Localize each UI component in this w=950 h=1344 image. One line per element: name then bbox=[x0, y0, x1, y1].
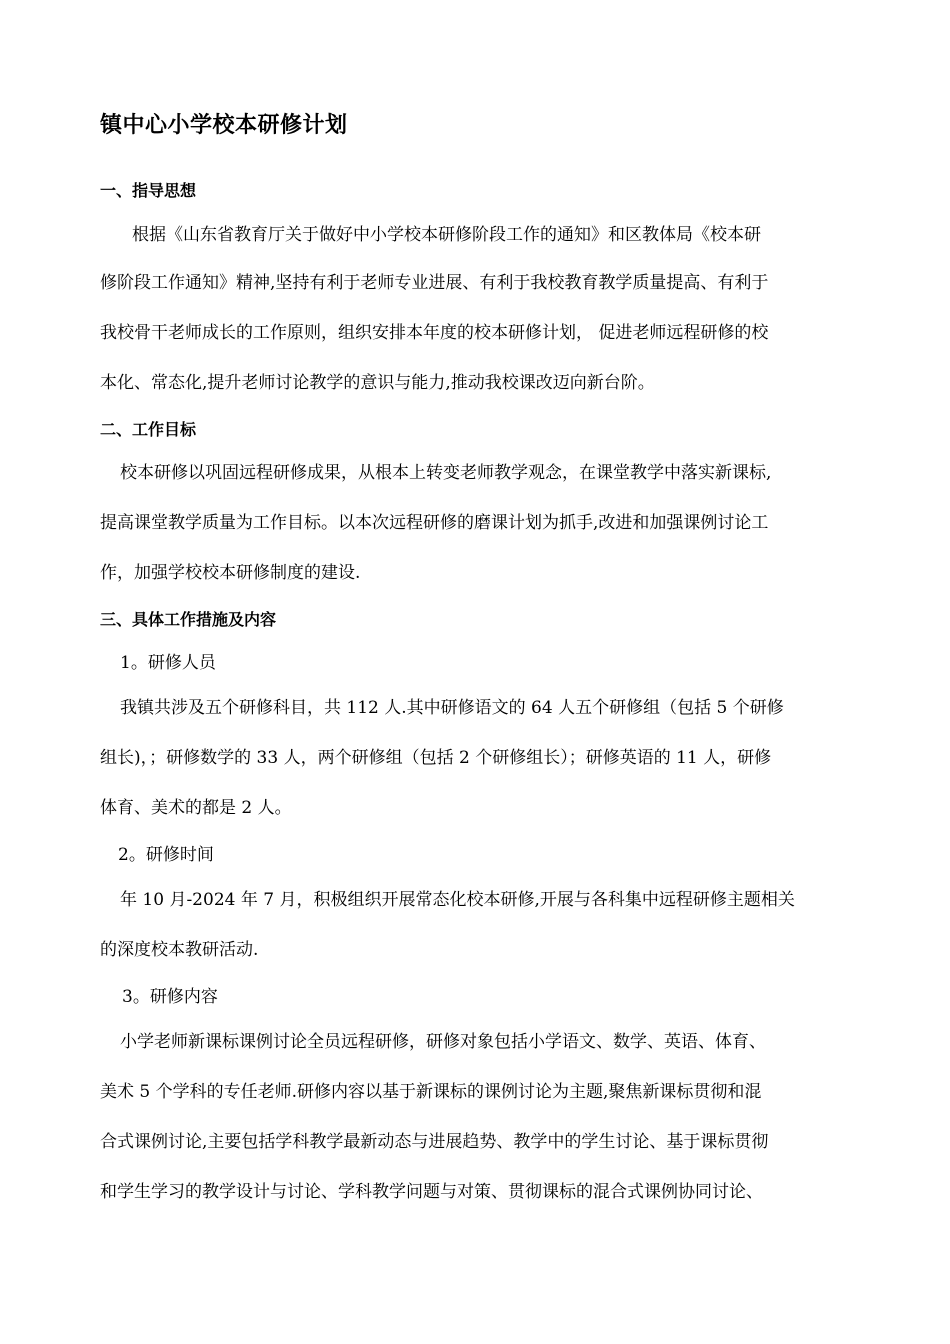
document-title: 镇中心小学校本研修计划 bbox=[100, 113, 348, 138]
paragraph-line: 本化、常态化,提升老师讨论教学的意识与能力,推动我校课改迈向新台阶。 bbox=[100, 373, 655, 393]
paragraph-line: 组长)，；研修数学的 33 人，两个研修组（包括 2 个研修组长）；研修英语的 11 人，研修 bbox=[100, 748, 772, 768]
paragraph-line: 提高课堂教学质量为工作目标。以本次远程研修的磨课计划为抓手,改进和加强课例讨论工 bbox=[100, 513, 769, 533]
paragraph-line: 修阶段工作通知》精神,坚持有利于老师专业进展、有利于我校教育教学质量提高、有利于 bbox=[100, 273, 769, 293]
paragraph-line: 小学老师新课标课例讨论全员远程研修，研修对象包括小学语文、数学、英语、体育、 bbox=[120, 1032, 766, 1052]
paragraph-line: 根据《山东省教育厅关于做好中小学校本研修阶段工作的通知》和区教体局《校本研 bbox=[132, 225, 761, 245]
paragraph-line: 体育、美术的都是 2 人。 bbox=[100, 798, 292, 818]
subsection-label-personnel: 1。研修人员 bbox=[120, 653, 216, 673]
subsection-label-time: 2。研修时间 bbox=[118, 845, 214, 865]
paragraph-line: 校本研修以巩固远程研修成果，从根本上转变老师教学观念，在课堂教学中落实新课标, bbox=[120, 463, 772, 483]
paragraph-line: 美术 5 个学科的专任老师.研修内容以基于新课标的课例讨论为主题,聚焦新课标贯彻和混 bbox=[100, 1082, 762, 1102]
section-heading-measures: 三、具体工作措施及内容 bbox=[100, 610, 277, 629]
section-heading-work-goals: 二、工作目标 bbox=[100, 420, 197, 439]
paragraph-line: 我校骨干老师成长的工作原则，组织安排本年度的校本研修计划， 促进老师远程研修的校 bbox=[100, 323, 769, 343]
paragraph-line: 我镇共涉及五个研修科目，共 112 人.其中研修语文的 64 人五个研修组（包括 5 个研修 bbox=[120, 698, 784, 718]
paragraph-line: 合式课例讨论,主要包括学科教学最新动态与进展趋势、教学中的学生讨论、基于课标贯彻 bbox=[100, 1132, 769, 1152]
paragraph-line: 的深度校本教研活动. bbox=[100, 940, 259, 960]
paragraph-line: 年 10 月-2024 年 7 月，积极组织开展常态化校本研修,开展与各科集中远程研修主题相关 bbox=[120, 890, 795, 910]
paragraph-line: 作，加强学校校本研修制度的建设. bbox=[100, 563, 361, 583]
section-heading-guiding-ideology: 一、指导思想 bbox=[100, 181, 197, 200]
subsection-label-content: 3。研修内容 bbox=[122, 987, 218, 1007]
paragraph-line: 和学生学习的教学设计与讨论、学科教学问题与对策、贯彻课标的混合式课例协同讨论、 bbox=[100, 1182, 763, 1202]
